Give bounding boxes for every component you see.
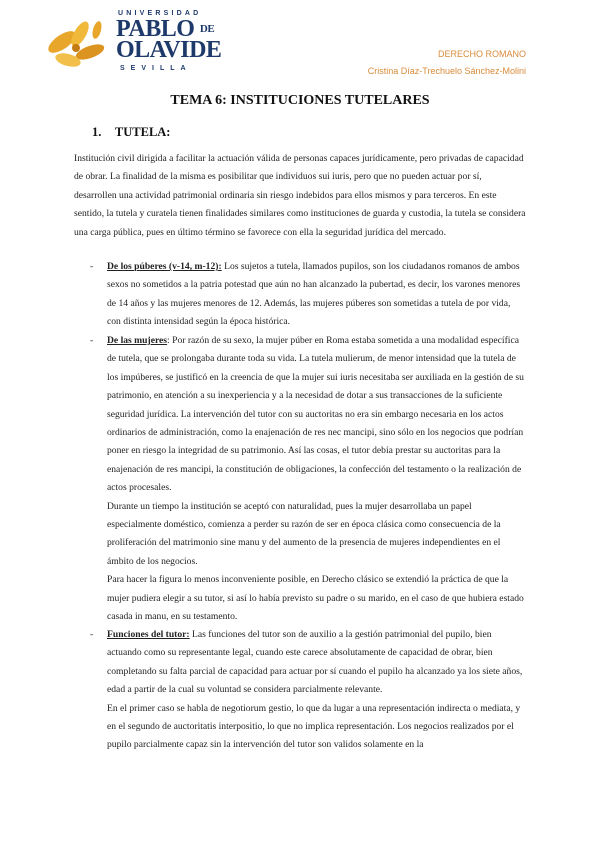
item-heading: Funciones del tutor: bbox=[107, 629, 190, 640]
item-paragraph bbox=[107, 626, 526, 700]
document-title: TEMA 6: INSTITUCIONES TUTELARES bbox=[170, 93, 430, 108]
subject-label: DERECHO ROMANO bbox=[437, 49, 526, 59]
item-paragraph-3: Para hacer la figura lo menos inconveniente posible, en Derecho clásico se extendió la práctica de que la mujer pudiera elegir a su tutor, si así lo había previsto su padre o su marido, en el caso de que hubiera estado casada in manu, en su testamento. bbox=[107, 574, 524, 623]
item-heading: De las mujeres bbox=[107, 335, 168, 346]
item-text: Los sujetos a tutela, llamados pupilos, son los ciudadanos romanos de ambos sexos no sometidos a la patria potestad que aún no han alcanzado la pubertad, es decir, los varones menores de 14 años y las mujeres menores de 12. Además, las mujeres púberes son sometidas a tutela de por vida, con distinta intensidad según la época histórica. bbox=[107, 261, 521, 328]
item-text: : Por razón de su sexo, la mujer púber en Roma estaba sometida a una modalidad específica de tutela, que se prolongaba durante toda su vida. La tutela mulierum, de menor intensidad que la tutela de los impúberes, se justificó en la creencia de que la mujer sui iuris necesitaba ser auxiliada en la gestión de su patrimonio, en atención a su inexperiencia y a la necesidad de dotar a sus transacciones de la suficiente seguridad jurídica. La intervención del tutor con su auctoritas no era sin embargo necesaria en los actos ordinarios de administración, como la enajenación de res nec mancipi, sino sólo en los negocios que podrían poner en riesgo la integridad de su patrimonio. Así las cosas, el tutor debía prestar su auctoritas para la enajenación de res mancipi, la constitución de obligaciones, la confección del testamento o la realización de actos procesales. bbox=[107, 335, 524, 494]
bullet-dash: - bbox=[90, 335, 94, 346]
header-info bbox=[368, 46, 526, 80]
item-paragraph-2: Durante un tiempo la institución se aceptó con naturalidad, pues la mujer desarrollaba un papel especialmente doméstico, comienza a perder su razón de ser en época clásica como consecuencia de la proliferación del matrimonio sine manu y del aumento de la presencia de mujeres independientes en el ámbito de los negocios. bbox=[107, 500, 501, 567]
logo-city-text: SEVILLA bbox=[120, 65, 192, 72]
logo-wordmark bbox=[116, 16, 222, 63]
bullet-dash: - bbox=[90, 629, 94, 640]
section-number: 1. bbox=[92, 125, 102, 139]
item-heading: De los púberes (v-14, m-12): bbox=[107, 261, 222, 272]
item-paragraph-2: En el primer caso se habla de negotiorum gestio, lo que da lugar a una representación indirecta o mediata, y en el segundo de auctoritatis interpositio, lo que no implica representación. Los negocios realizados por el pupilo parcialmente capaz sin la intervención del tutor son validos solamente en la bbox=[107, 702, 521, 751]
item-paragraph bbox=[107, 258, 526, 332]
logo-university-text: UNIVERSIDAD bbox=[118, 10, 202, 17]
list-item-puberes bbox=[90, 258, 526, 332]
author-label: Cristina Díaz-Trechuelo Sánchez-Molini bbox=[367, 66, 526, 76]
list-item-funciones bbox=[90, 626, 526, 755]
logo-line1: PABLO bbox=[116, 16, 195, 42]
logo-line2: OLAVIDE bbox=[116, 37, 222, 63]
item-text: Las funciones del tutor son de auxilio a la gestión patrimonial del pupilo, bien actuando como su representante legal, cuando este carece absolutamente de capacidad de obrar, bien completando su falta parcial de capacidad para actuar por sí cuando el pupilo ha alcanzado ya los siete años, edad a partir de la cual su voluntad se considera parcialmente relevante. bbox=[107, 629, 523, 696]
intro-paragraph: Institución civil dirigida a facilitar la actuación válida de personas capaces jurídicamente, pero privadas de capacidad de obrar. La finalidad de la misma es posibilitar que individuos sui iuris, pero que no pueden actuar por sí, desarrollen una actividad patrimonial ordinaria sin riesgo indebidos para ellos mismos y para terceros. En este sentido, la tutela y curatela tienen finalidades similares como instituciones de guarda y custodia, la tutela se considera una carga pública, pues en último término se favorece con ella la seguridad jurídica del mercado. bbox=[74, 153, 526, 238]
list-item-mujeres bbox=[90, 332, 526, 627]
bullet-dash: - bbox=[90, 261, 94, 272]
logo-de: DE bbox=[199, 23, 215, 35]
section-heading bbox=[92, 125, 170, 140]
olive-branch-icon bbox=[42, 12, 112, 76]
university-logo bbox=[42, 10, 222, 76]
item-paragraph bbox=[107, 332, 526, 498]
section-title: TUTELA: bbox=[114, 125, 171, 139]
